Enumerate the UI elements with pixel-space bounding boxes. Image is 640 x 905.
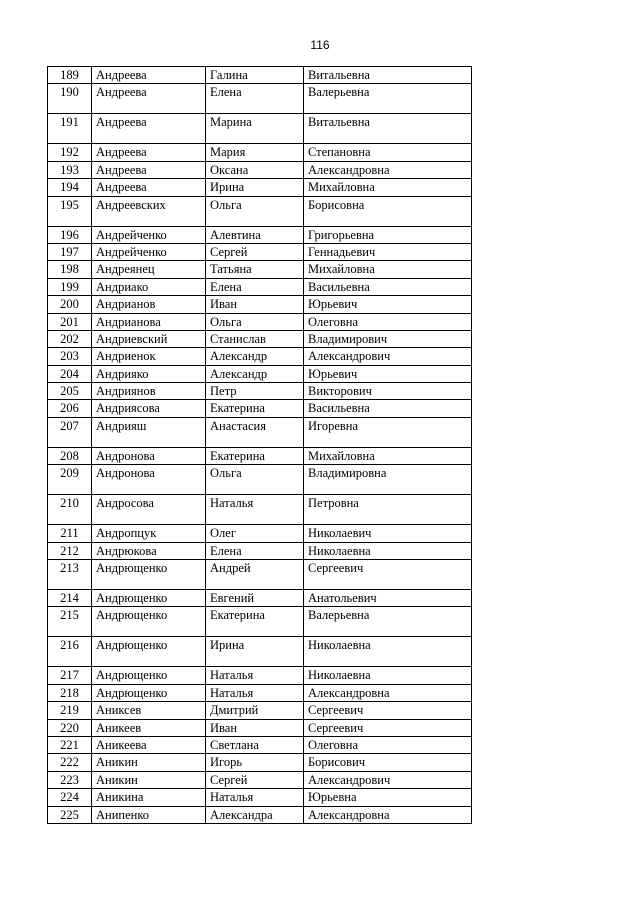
row-number-cell: 219: [48, 702, 92, 719]
first-name-cell: Олег: [206, 525, 304, 542]
table-row: [48, 144, 472, 161]
table-row: [48, 365, 472, 382]
last-name-cell: Андрияко: [92, 365, 206, 382]
table-row: [48, 495, 472, 525]
row-number-cell: 196: [48, 226, 92, 243]
table-row: [48, 806, 472, 823]
table-row: [48, 179, 472, 196]
first-name-cell: Елена: [206, 84, 304, 114]
row-number-cell: 218: [48, 684, 92, 701]
patronymic-cell: Геннадьевич: [304, 243, 472, 260]
last-name-cell: Аникеева: [92, 736, 206, 753]
table-row: [48, 67, 472, 84]
last-name-cell: Андреева: [92, 114, 206, 144]
last-name-cell: Андрющенко: [92, 590, 206, 607]
last-name-cell: Андриенок: [92, 348, 206, 365]
row-number-cell: 193: [48, 161, 92, 178]
patronymic-cell: Юрьевич: [304, 296, 472, 313]
table-row: [48, 348, 472, 365]
last-name-cell: Андреева: [92, 144, 206, 161]
first-name-cell: Екатерина: [206, 607, 304, 637]
patronymic-cell: Юрьевич: [304, 365, 472, 382]
row-number-cell: 195: [48, 196, 92, 226]
last-name-cell: Андрейченко: [92, 243, 206, 260]
first-name-cell: Алевтина: [206, 226, 304, 243]
first-name-cell: Наталья: [206, 789, 304, 806]
row-number-cell: 222: [48, 754, 92, 771]
first-name-cell: Петр: [206, 383, 304, 400]
first-name-cell: Сергей: [206, 243, 304, 260]
table-row: [48, 278, 472, 295]
first-name-cell: Александра: [206, 806, 304, 823]
patronymic-cell: Александровна: [304, 161, 472, 178]
last-name-cell: Андрющенко: [92, 607, 206, 637]
last-name-cell: Андрющенко: [92, 637, 206, 667]
last-name-cell: Андреева: [92, 161, 206, 178]
patronymic-cell: Николаевна: [304, 667, 472, 684]
first-name-cell: Александр: [206, 365, 304, 382]
table-row: [48, 465, 472, 495]
last-name-cell: Андрианова: [92, 313, 206, 330]
row-number-cell: 206: [48, 400, 92, 417]
table-row: [48, 525, 472, 542]
row-number-cell: 217: [48, 667, 92, 684]
first-name-cell: Андрей: [206, 560, 304, 590]
table-row: [48, 196, 472, 226]
row-number-cell: 214: [48, 590, 92, 607]
patronymic-cell: Михайловна: [304, 179, 472, 196]
first-name-cell: Александр: [206, 348, 304, 365]
first-name-cell: Елена: [206, 542, 304, 559]
patronymic-cell: Валерьевна: [304, 84, 472, 114]
patronymic-cell: Степановна: [304, 144, 472, 161]
patronymic-cell: Игоревна: [304, 417, 472, 447]
table-row: [48, 330, 472, 347]
last-name-cell: Андрейченко: [92, 226, 206, 243]
last-name-cell: Андриевский: [92, 330, 206, 347]
last-name-cell: Аникеев: [92, 719, 206, 736]
last-name-cell: Андронова: [92, 465, 206, 495]
patronymic-cell: Витальевна: [304, 67, 472, 84]
table-row: [48, 383, 472, 400]
first-name-cell: Ольга: [206, 313, 304, 330]
patronymic-cell: Борисовна: [304, 196, 472, 226]
patronymic-cell: Сергеевич: [304, 702, 472, 719]
last-name-cell: Аниксев: [92, 702, 206, 719]
last-name-cell: Аникина: [92, 789, 206, 806]
last-name-cell: Андрияш: [92, 417, 206, 447]
first-name-cell: Иван: [206, 719, 304, 736]
table-row: [48, 590, 472, 607]
first-name-cell: Оксана: [206, 161, 304, 178]
row-number-cell: 200: [48, 296, 92, 313]
patronymic-cell: Александровна: [304, 684, 472, 701]
page-number: 116: [310, 38, 330, 52]
table-row: [48, 771, 472, 788]
row-number-cell: 189: [48, 67, 92, 84]
table-row: [48, 667, 472, 684]
row-number-cell: 207: [48, 417, 92, 447]
first-name-cell: Дмитрий: [206, 702, 304, 719]
last-name-cell: Андросова: [92, 495, 206, 525]
first-name-cell: Ольга: [206, 465, 304, 495]
table-row: [48, 754, 472, 771]
first-name-cell: Ирина: [206, 179, 304, 196]
first-name-cell: Татьяна: [206, 261, 304, 278]
last-name-cell: Андреева: [92, 84, 206, 114]
table-row: [48, 637, 472, 667]
table-row: [48, 243, 472, 260]
table-row: [48, 542, 472, 559]
table-row: [48, 84, 472, 114]
first-name-cell: Галина: [206, 67, 304, 84]
first-name-cell: Ольга: [206, 196, 304, 226]
patronymic-cell: Олеговна: [304, 313, 472, 330]
patronymic-cell: Анатольевич: [304, 590, 472, 607]
patronymic-cell: Александрович: [304, 348, 472, 365]
patronymic-cell: Валерьевна: [304, 607, 472, 637]
first-name-cell: Анастасия: [206, 417, 304, 447]
patronymic-cell: Витальевна: [304, 114, 472, 144]
first-name-cell: Елена: [206, 278, 304, 295]
patronymic-cell: Петровна: [304, 495, 472, 525]
table-row: [48, 261, 472, 278]
first-name-cell: Наталья: [206, 684, 304, 701]
table-row: [48, 702, 472, 719]
first-name-cell: Ирина: [206, 637, 304, 667]
last-name-cell: Аникин: [92, 754, 206, 771]
table-row: [48, 789, 472, 806]
patronymic-cell: Николаевич: [304, 525, 472, 542]
last-name-cell: Андрющенко: [92, 560, 206, 590]
first-name-cell: Екатерина: [206, 400, 304, 417]
last-name-cell: Андриясова: [92, 400, 206, 417]
patronymic-cell: Александрович: [304, 771, 472, 788]
patronymic-cell: Юрьевна: [304, 789, 472, 806]
last-name-cell: Анипенко: [92, 806, 206, 823]
last-name-cell: Андрюкова: [92, 542, 206, 559]
row-number-cell: 194: [48, 179, 92, 196]
patronymic-cell: Николаевна: [304, 542, 472, 559]
first-name-cell: Марина: [206, 114, 304, 144]
last-name-cell: Андрющенко: [92, 667, 206, 684]
row-number-cell: 198: [48, 261, 92, 278]
last-name-cell: Андронова: [92, 447, 206, 464]
last-name-cell: Андропцук: [92, 525, 206, 542]
row-number-cell: 191: [48, 114, 92, 144]
table-row: [48, 719, 472, 736]
roster-table: [47, 66, 472, 824]
table-row: [48, 560, 472, 590]
patronymic-cell: Николаевна: [304, 637, 472, 667]
table-row: [48, 226, 472, 243]
row-number-cell: 202: [48, 330, 92, 347]
last-name-cell: Андриако: [92, 278, 206, 295]
table-row: [48, 607, 472, 637]
patronymic-cell: Викторович: [304, 383, 472, 400]
patronymic-cell: Владимировна: [304, 465, 472, 495]
first-name-cell: Иван: [206, 296, 304, 313]
row-number-cell: 213: [48, 560, 92, 590]
row-number-cell: 197: [48, 243, 92, 260]
patronymic-cell: Александровна: [304, 806, 472, 823]
patronymic-cell: Михайловна: [304, 447, 472, 464]
row-number-cell: 212: [48, 542, 92, 559]
row-number-cell: 209: [48, 465, 92, 495]
patronymic-cell: Владимирович: [304, 330, 472, 347]
first-name-cell: Евгений: [206, 590, 304, 607]
table-row: [48, 313, 472, 330]
patronymic-cell: Васильевна: [304, 400, 472, 417]
row-number-cell: 223: [48, 771, 92, 788]
row-number-cell: 205: [48, 383, 92, 400]
first-name-cell: Екатерина: [206, 447, 304, 464]
table-row: [48, 684, 472, 701]
roster-body: [48, 67, 472, 824]
row-number-cell: 215: [48, 607, 92, 637]
table-row: [48, 161, 472, 178]
patronymic-cell: Васильевна: [304, 278, 472, 295]
row-number-cell: 220: [48, 719, 92, 736]
row-number-cell: 190: [48, 84, 92, 114]
table-row: [48, 417, 472, 447]
table-row: [48, 296, 472, 313]
row-number-cell: 221: [48, 736, 92, 753]
patronymic-cell: Михайловна: [304, 261, 472, 278]
patronymic-cell: Сергеевич: [304, 560, 472, 590]
table-row: [48, 114, 472, 144]
row-number-cell: 211: [48, 525, 92, 542]
table-row: [48, 736, 472, 753]
patronymic-cell: Олеговна: [304, 736, 472, 753]
table-row: [48, 447, 472, 464]
first-name-cell: Сергей: [206, 771, 304, 788]
first-name-cell: Игорь: [206, 754, 304, 771]
row-number-cell: 224: [48, 789, 92, 806]
last-name-cell: Андреева: [92, 179, 206, 196]
last-name-cell: Андрианов: [92, 296, 206, 313]
first-name-cell: Наталья: [206, 495, 304, 525]
patronymic-cell: Григорьевна: [304, 226, 472, 243]
last-name-cell: Андрющенко: [92, 684, 206, 701]
last-name-cell: Андреянец: [92, 261, 206, 278]
last-name-cell: Андриянов: [92, 383, 206, 400]
first-name-cell: Наталья: [206, 667, 304, 684]
row-number-cell: 210: [48, 495, 92, 525]
row-number-cell: 225: [48, 806, 92, 823]
first-name-cell: Мария: [206, 144, 304, 161]
last-name-cell: Андреевских: [92, 196, 206, 226]
last-name-cell: Аникин: [92, 771, 206, 788]
row-number-cell: 216: [48, 637, 92, 667]
row-number-cell: 201: [48, 313, 92, 330]
patronymic-cell: Сергеевич: [304, 719, 472, 736]
patronymic-cell: Борисович: [304, 754, 472, 771]
row-number-cell: 203: [48, 348, 92, 365]
row-number-cell: 199: [48, 278, 92, 295]
table-row: [48, 400, 472, 417]
last-name-cell: Андреева: [92, 67, 206, 84]
row-number-cell: 204: [48, 365, 92, 382]
row-number-cell: 192: [48, 144, 92, 161]
first-name-cell: Станислав: [206, 330, 304, 347]
row-number-cell: 208: [48, 447, 92, 464]
first-name-cell: Светлана: [206, 736, 304, 753]
